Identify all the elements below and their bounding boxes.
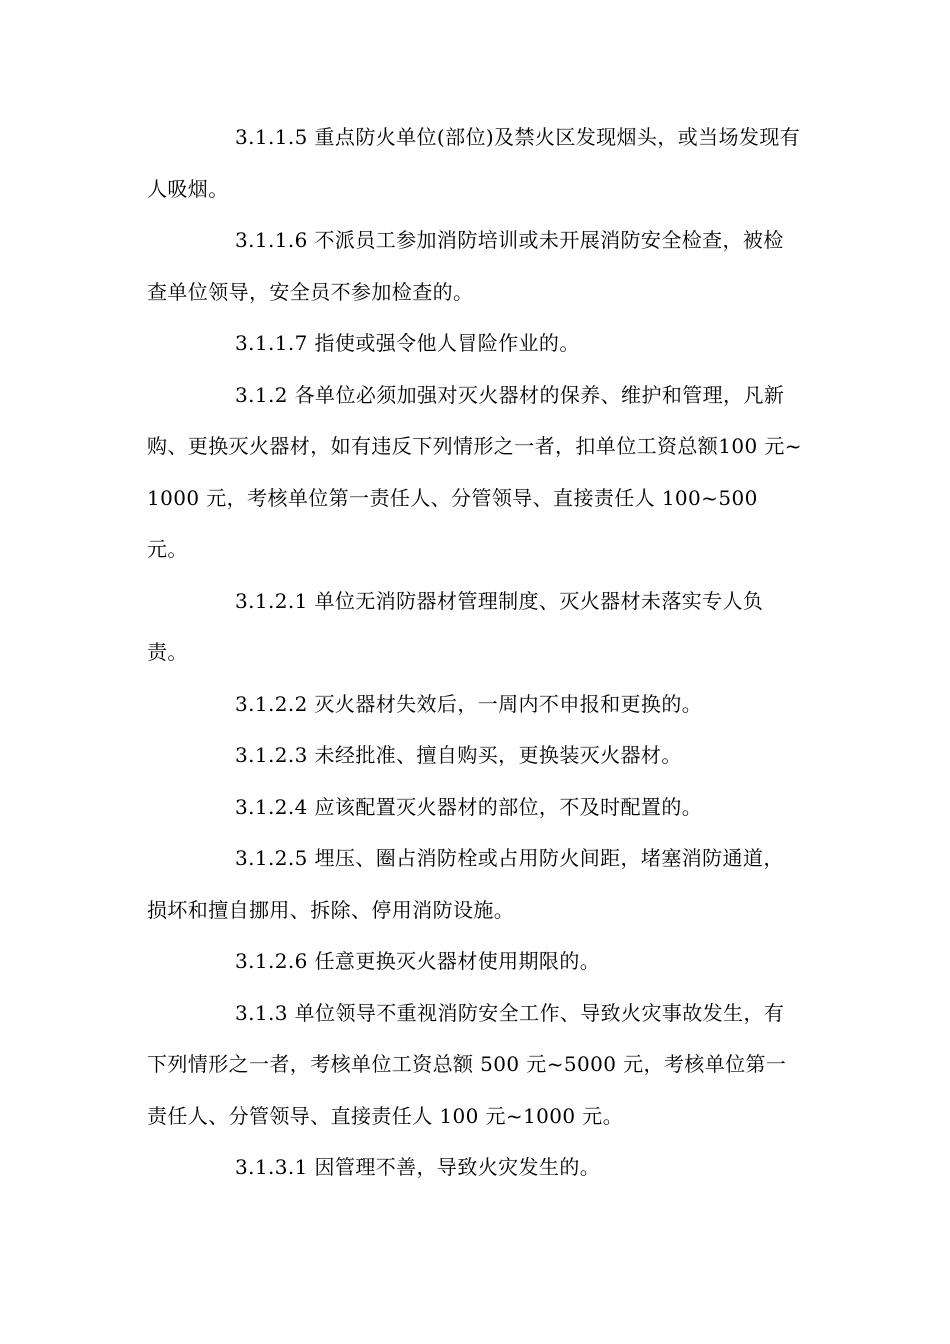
paragraph-3-1-2-3: 3.1.2.3 未经批准、擅自购买，更换装灭火器材。 — [235, 743, 682, 767]
paragraph-3-1-2: 3.1.2 各单位必须加强对灭火器材的保养、维护和管理，凡新购、更换灭火器材，如有违反下列情形之一者，扣单位工资总额100 元~1000 元，考核单位第一责任人、分管领导、直接责任人 100~500 元。 — [147, 382, 802, 561]
paragraph-3-1-1-6: 3.1.1.6 不派员工参加消防培训或未开展消防安全检查，被检查单位领导，安全员不参加检查的。 — [147, 228, 784, 304]
paragraph-3-1-2-2: 3.1.2.2 灭火器材失效后，一周内不申报和更换的。 — [235, 691, 703, 716]
paragraph-3-1-2-4: 3.1.2.4 应该配置灭火器材的部位，不及时配置的。 — [235, 794, 703, 819]
paragraph-3-1-2-6: 3.1.2.6 任意更换灭火器材使用期限的。 — [235, 949, 601, 973]
paragraph-3-1-1-5: 3.1.1.5 重点防火单位(部位)及禁火区发现烟头，或当场发现有人吸烟。 — [147, 125, 801, 201]
paragraph-3-1-3-1: 3.1.3.1 因管理不善，导致火灾发生的。 — [235, 1155, 601, 1179]
paragraph-3-1-1-7: 3.1.1.7 指使或强令他人冒险作业的。 — [235, 331, 580, 355]
paragraph-3-1-2-5: 3.1.2.5 埋压、圈占消防栓或占用防火间距，堵塞消防通道，损坏和擅自挪用、拆除、停用消防设施。 — [147, 846, 784, 922]
document-body — [147, 112, 802, 1194]
paragraph-3-1-2-1: 3.1.2.1 单位无消防器材管理制度、灭火器材未落实专人负责。 — [147, 588, 764, 664]
paragraph-3-1-3: 3.1.3 单位领导不重视消防安全工作、导致火灾事故发生，有下列情形之一者，考核单位工资总额 500 元~5000 元，考核单位第一责任人、分管领导、直接责任人 100 元~1000 元。 — [147, 1000, 787, 1128]
